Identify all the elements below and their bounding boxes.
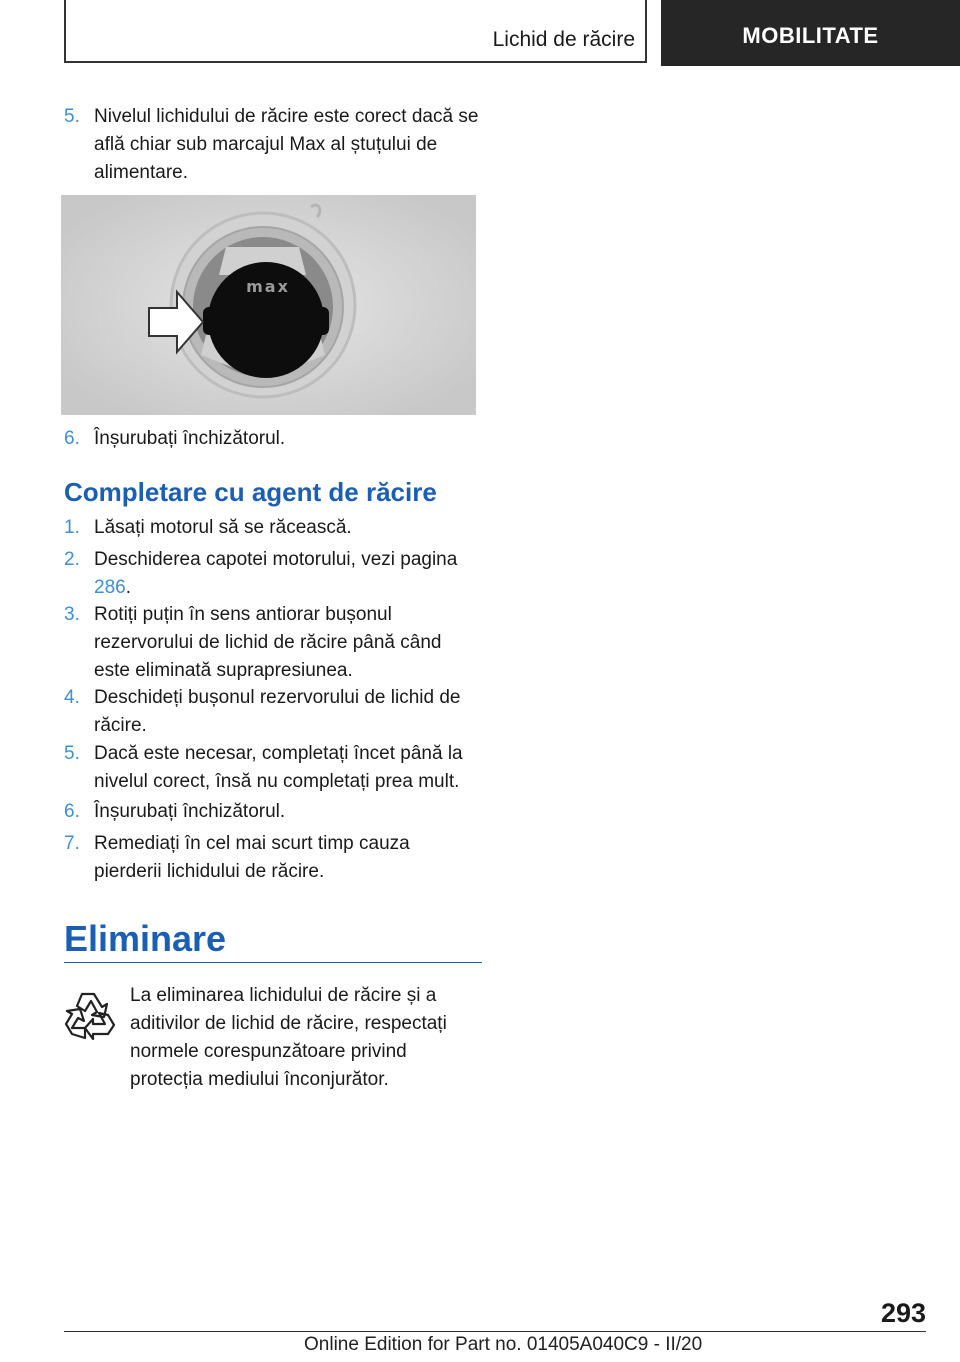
step-number: 5.	[64, 106, 80, 127]
step-text: Rotiți puțin în sens antiorar bușonul rezervorului de lichid de răcire până când este eliminată suprapresiunea.	[94, 604, 442, 681]
list-item	[64, 601, 482, 685]
list-item	[64, 740, 482, 796]
page-number: 293	[880, 1298, 926, 1328]
step-text: Înșurubați închizătorul.	[94, 801, 286, 822]
step-text: Lăsați motorul să se răcească.	[94, 517, 352, 538]
list-item	[64, 684, 482, 740]
section-heading: Completare cu agent de răcire	[64, 477, 437, 507]
step-text: Dacă este necesar, completați încet până la nivelul corect, însă nu completați prea mult.	[94, 743, 463, 792]
step-number: 3.	[64, 604, 80, 625]
step-number: 2.	[64, 549, 80, 570]
coolant-cap-photo	[61, 195, 476, 415]
disposal-note	[64, 982, 482, 1094]
step-number: 5.	[64, 743, 80, 764]
list-item	[64, 514, 482, 542]
step-text: Deschideți bușonul rezervorului de lichid de răcire.	[94, 687, 461, 736]
step-number: 1.	[64, 517, 80, 538]
disposal-note-text: La eliminarea lichidului de răcire și a aditivilor de lichid de răcire, respectați normele corespunzătoare privind protecția mediului înconjurător.	[130, 985, 447, 1090]
footer-edition: Online Edition for Part no. 01405A040C9 - II/20	[304, 1334, 703, 1355]
page-link[interactable]: 286	[94, 577, 126, 598]
list-item	[64, 830, 482, 886]
step-number: 6.	[64, 801, 80, 822]
step-text-part: .	[125, 577, 131, 598]
footer-rule	[64, 1331, 926, 1332]
max-marking: max	[246, 277, 290, 296]
list-item	[64, 103, 482, 187]
step-number: 4.	[64, 687, 80, 708]
disposal-heading: Eliminare	[64, 918, 227, 959]
list-item	[64, 425, 482, 453]
step-number: 7.	[64, 833, 80, 854]
list-item	[64, 546, 482, 602]
step-number: 6.	[64, 428, 80, 449]
coolant-reservoir-illustration	[61, 195, 476, 415]
step-text-part: Deschiderea capotei motorului, vezi pagina	[94, 549, 458, 570]
step-text: Înșurubați închizătorul.	[94, 428, 286, 449]
list-item	[64, 798, 482, 826]
heading-rule	[64, 962, 482, 963]
step-text: Nivelul lichidului de răcire este corect dacă se află chiar sub marcajul Max al ștuțului de alimentare.	[94, 106, 479, 183]
step-text	[94, 546, 482, 602]
step-text: Remediați în cel mai scurt timp cauza pierderii lichidului de răcire.	[94, 833, 410, 882]
header-chapter-tab[interactable]: MOBILITATE	[661, 0, 960, 66]
header-section-title: Lichid de răcire	[492, 28, 635, 51]
